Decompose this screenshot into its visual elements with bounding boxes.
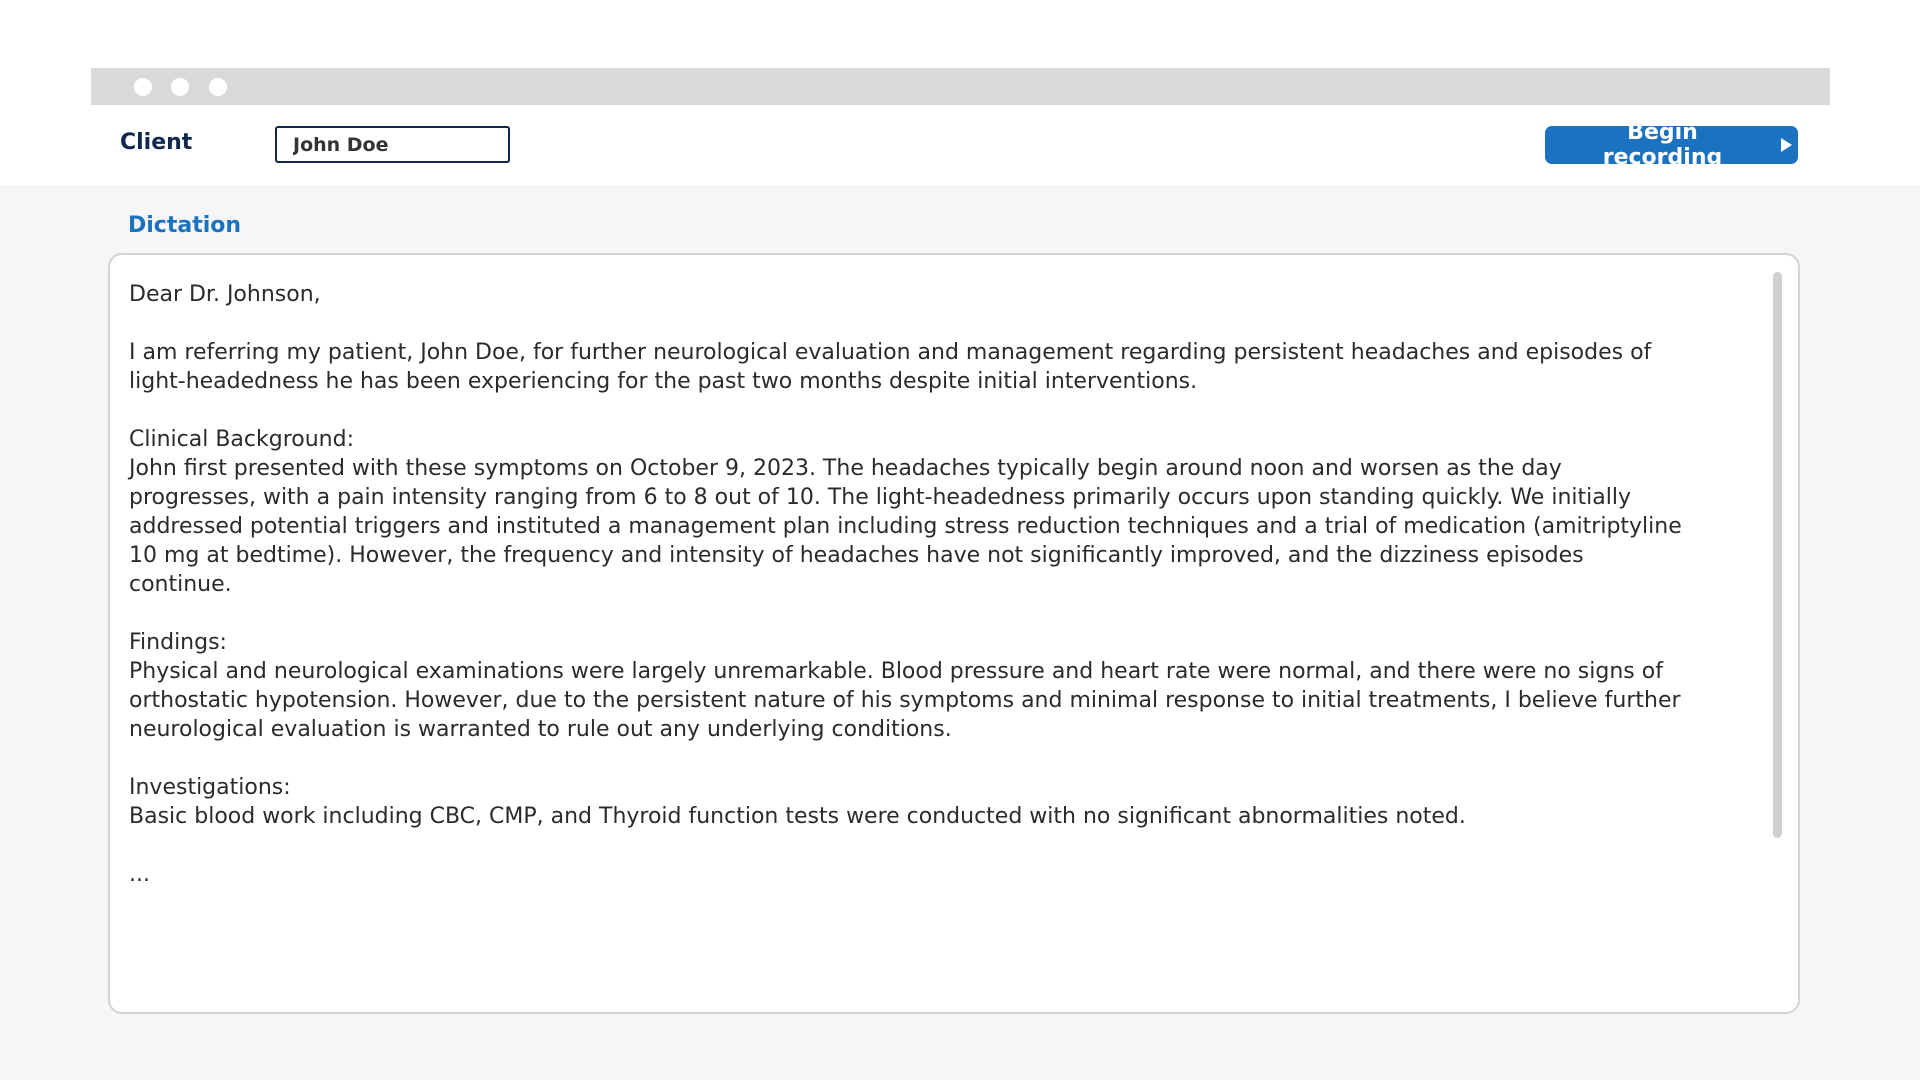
window-titlebar xyxy=(91,68,1830,105)
client-input[interactable] xyxy=(275,126,510,163)
dictation-scrollbar[interactable] xyxy=(1773,272,1782,838)
dictation-label: Dictation xyxy=(128,213,242,238)
begin-recording-label: Begin recording xyxy=(1602,120,1723,170)
play-icon xyxy=(1781,138,1792,152)
window-minimize-dot[interactable] xyxy=(171,78,189,96)
begin-recording-button[interactable] xyxy=(1545,120,1798,170)
window-close-dot[interactable] xyxy=(134,78,152,96)
window-maximize-dot[interactable] xyxy=(209,78,227,96)
dictation-text[interactable]: Dear Dr. Johnson, I am referring my patient, John Doe, for further neurological evaluation and management regarding persistent headaches and episodes of light-headedness he has been experiencing for the past two months despite initial interventions. Clinical Background: John first presented with these symptoms on October 9, 2023. The headaches typically begin around noon and worsen as the day progresses, with a pain intensity ranging from 6 to 8 out of 10. The light-headedness primarily occurs upon standing quickly. We initially addressed potential triggers and instituted a management plan including stress reduction techniques and a trial of medication (amitriptyline 10 mg at bedtime). However, the frequency and intensity of headaches have not significantly improved, and the dizziness episodes continue. Findings: Physical and neurological examinations were largely unremarkable. Blood pressure and heart rate were normal, and there were no signs of orthostatic hypotension. However, due to the persistent nature of his symptoms and minimal response to initial treatments, I believe further neurological evaluation is warranted to rule out any underlying conditions. Investigations: Basic blood work including CBC, CMP, and Thyroid function tests were conducted with no significant abnormalities noted. ... xyxy=(129,282,1682,887)
client-label: Client xyxy=(120,130,193,155)
